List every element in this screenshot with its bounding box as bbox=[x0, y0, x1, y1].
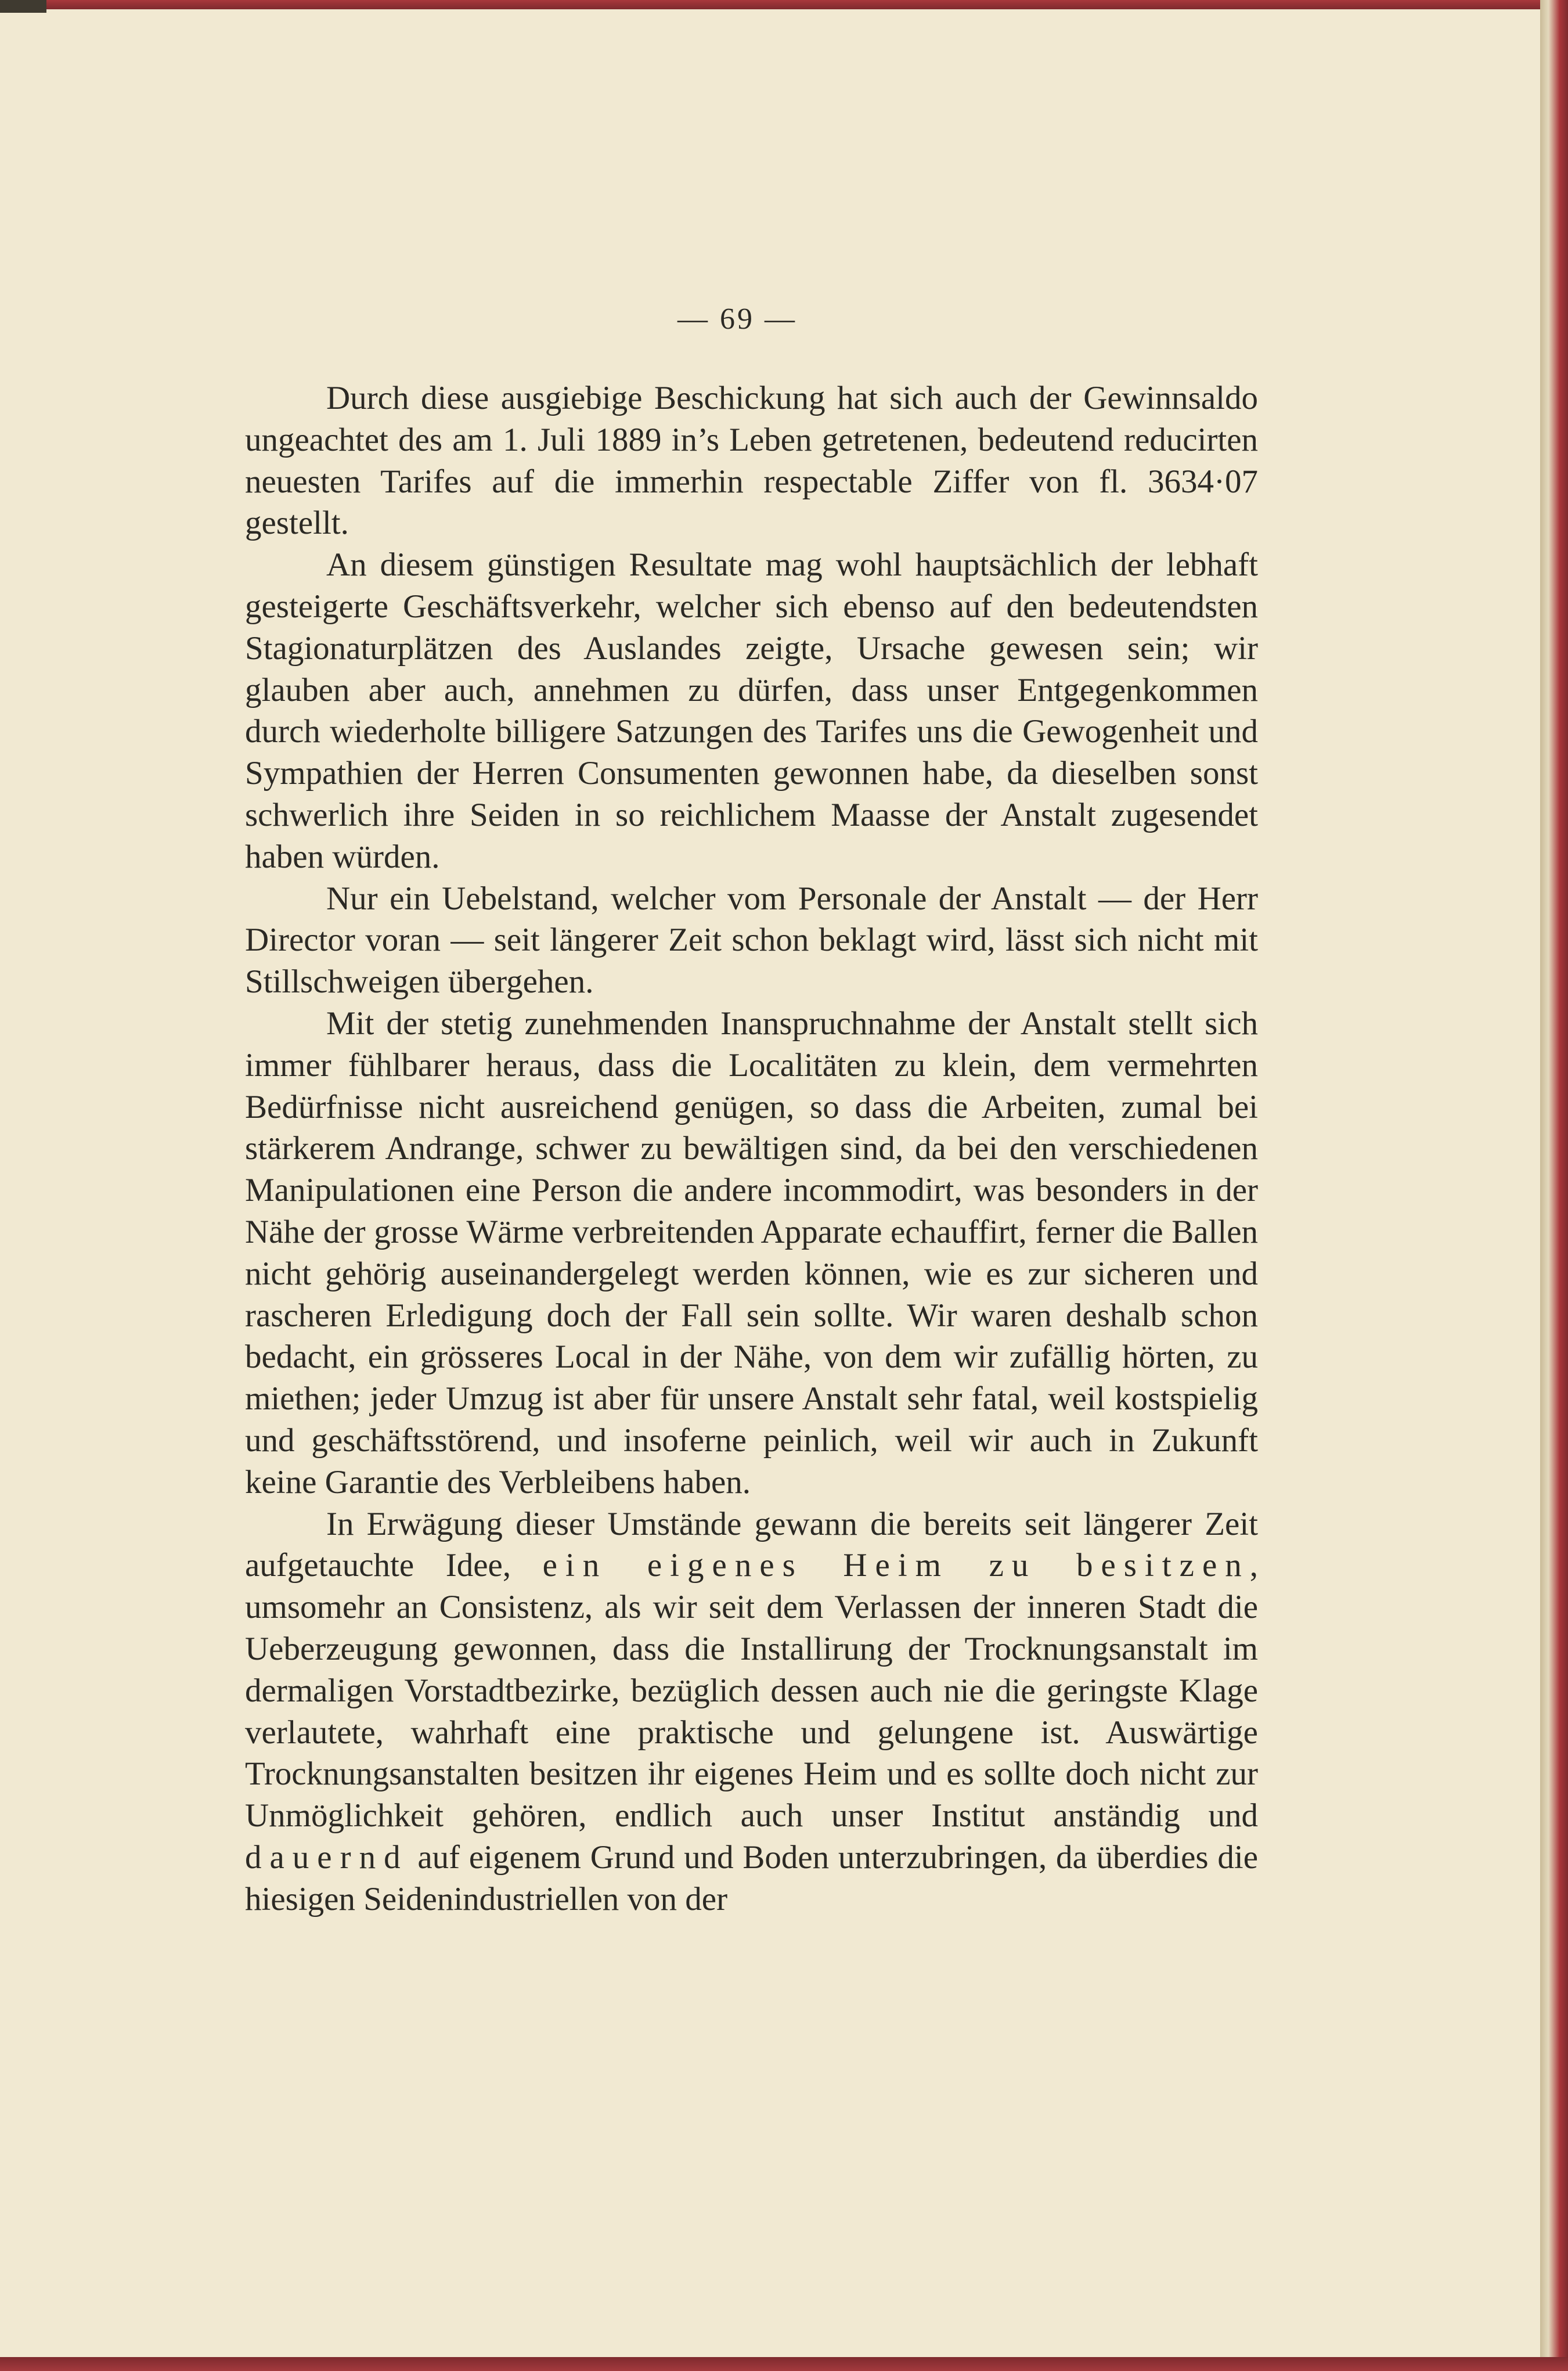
paragraph-text: , umsomehr an Consistenz, als wir seit dem Verlassen der inneren Stadt die Ueberzeugung gewonnen, dass die Installirung der Trocknungsanstalt im dermaligen Vorstadtbezirke, bezüglich dessen auch nie die geringste Klage verlautete, wahrhaft eine praktische und gelungene ist. Auswärtige Trocknungsanstalten besitzen ihr eigenes Heim und es sollte doch nicht zur Unmöglichkeit gehören, endlich auch unser Institut anständig und bbox=[245, 1547, 1258, 1834]
body-text bbox=[245, 377, 1258, 1920]
corner-mark bbox=[0, 0, 46, 13]
page-number: — 69 — bbox=[677, 303, 797, 336]
paragraph: Nur ein Uebelstand, welcher vom Personale der Anstalt — der Herr Director voran — seit längerer Zeit schon beklagt wird, lässt sich nicht mit Stillschweigen übergehen. bbox=[245, 880, 1258, 1001]
emphasized-text: dauernd bbox=[245, 1838, 409, 1876]
book-spine-edge bbox=[1540, 0, 1568, 2371]
page-top-edge bbox=[0, 0, 1568, 9]
paragraph-text: In Erwägung dieser Umstände gewann die bereits seit längerer Zeit aufgetauchte Idee, bbox=[245, 1505, 1258, 1584]
paragraph: Durch diese ausgiebige Beschickung hat sich auch der Gewinnsaldo ungeachtet des am 1. Juli 1889 in’s Leben getretenen, bedeutend reducirten neuesten Tarifes auf die immerhin respectable Ziffer von fl. 3634·07 gestellt. bbox=[245, 380, 1258, 542]
page-bottom-edge bbox=[0, 2357, 1568, 2371]
emphasized-text: ein eigenes Heim zu besitzen bbox=[542, 1547, 1250, 1584]
paragraph-text: auf eigenem Grund und Boden unterzubringen, da überdies die hiesigen Seidenindustriellen von der bbox=[245, 1838, 1258, 1917]
paragraph: An diesem günstigen Resultate mag wohl hauptsächlich der lebhaft gesteigerte Geschäftsverkehr, welcher sich ebenso auf den bedeutendsten Stagionaturplätzen des Auslandes zeigte, Ursache gewesen sein; wir glauben aber auch, annehmen zu dürfen, dass unser Entgegenkommen durch wiederholte billigere Satzungen des Tarifes uns die Gewogenheit und Sympathien der Herren Consumenten gewonnen habe, da dieselben sonst schwerlich ihre Seiden in so reichlichem Maasse der Anstalt zugesendet haben würden. bbox=[245, 546, 1258, 875]
paragraph: Mit der stetig zunehmenden Inanspruchnahme der Anstalt stellt sich immer fühlbarer heraus, dass die Localitäten zu klein, dem vermehrten Bedürfnisse nicht ausreichend genügen, so dass die Arbeiten, zumal bei stärkerem Andrange, schwer zu bewältigen sind, da bei den verschiedenen Manipulationen eine Person die andere incommodirt, was besonders in der Nähe der grosse Wärme verbreitenden Apparate echauffirt, ferner die Ballen nicht gehörig auseinandergelegt werden können, wie es zur sicheren und rascheren Erledigung doch der Fall sein sollte. Wir waren deshalb schon bedacht, ein grösseres Local in der Nähe, von dem wir zufällig hörten, zu miethen; jeder Umzug ist aber für unsere Anstalt sehr fatal, weil kostspielig und geschäftsstörend, und insoferne peinlich, weil wir auch in Zukunft keine Garantie des Verbleibens haben. bbox=[245, 1005, 1258, 1501]
paragraph bbox=[245, 1503, 1258, 1920]
